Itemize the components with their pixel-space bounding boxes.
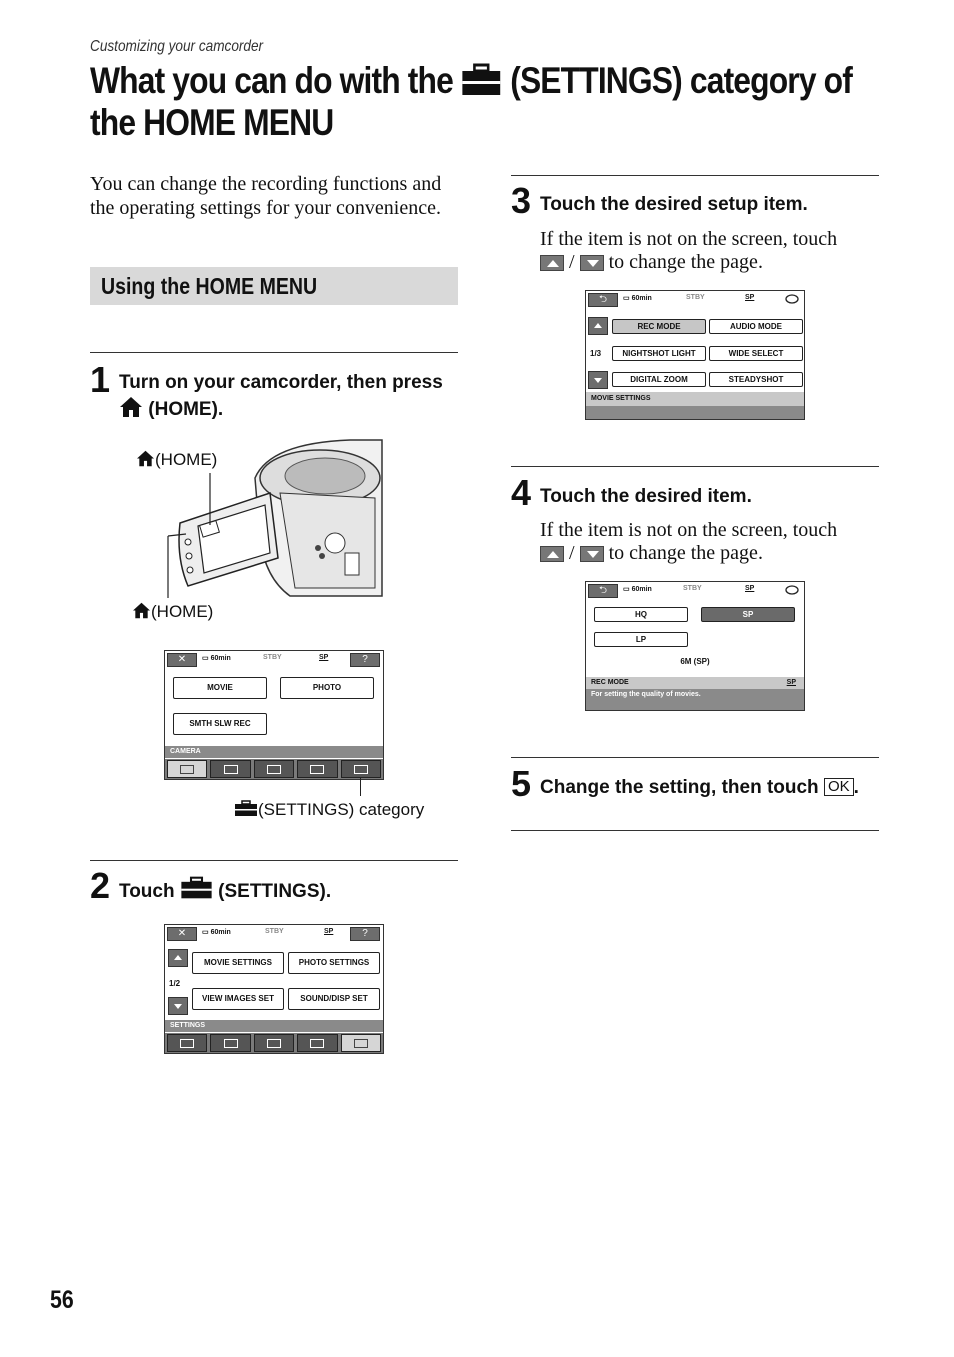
footer-bar [586,406,804,419]
running-header: Customizing your camcorder [90,38,264,55]
page-title [90,60,852,144]
page-down-button[interactable] [588,371,608,389]
movie-settings-option[interactable]: MOVIE SETTINGS [192,952,284,974]
nightshot-light-option[interactable]: NIGHTSHOT LIGHT [612,346,706,361]
step3-heading: Touch the desired setup item. [540,194,808,215]
movie-option[interactable]: MOVIE [173,677,267,699]
category-label: CAMERA [165,746,383,758]
step1-number: 1 [90,359,111,400]
movie-settings-screen [585,290,805,420]
step4-number: 4 [511,472,532,513]
home-icon [132,602,151,619]
home-icon [136,450,155,467]
step3-divider [511,175,879,176]
photo-settings-option[interactable]: PHOTO SETTINGS [288,952,380,974]
camera-tab[interactable] [167,760,207,778]
back-button[interactable]: ⮌ [588,584,618,598]
page-number: 56 [50,1286,74,1314]
step1-instruction [119,370,464,423]
disc-icon [310,1039,324,1048]
rec-mode-indicator: SP [745,294,755,301]
rec-mode-indicator: SP [319,654,329,661]
toolbox-icon [354,1039,368,1048]
step5-bottom-divider [511,830,879,831]
page-down-icon [580,546,604,562]
title-line-2: the HOME MENU [90,102,334,143]
grid-icon [267,765,281,774]
title-line-1 [90,60,852,102]
step1-line2: (HOME). [119,396,464,423]
sound-disp-set-option[interactable]: SOUND/DISP SET [288,988,380,1010]
steadyshot-option[interactable]: STEADYSHOT [709,372,803,387]
toolbox-icon [354,765,368,774]
category-label: SETTINGS [165,1020,383,1032]
battery-status: ▭ 60min [623,295,652,302]
category-mode-indicator: SP [786,679,796,686]
manage-media-tab[interactable] [297,760,337,778]
toolbox-icon [180,876,213,900]
settings-menu-screen [164,924,384,1054]
category-tabs [165,759,383,779]
page-down-icon [580,255,604,271]
step1-divider [90,352,458,353]
page-up-button[interactable] [168,949,188,967]
rec-mode-option[interactable]: REC MODE [612,319,706,334]
standby-status: STBY [263,654,282,661]
settings-category-label: (SETTINGS) category [234,800,424,820]
camera-tab[interactable] [167,1034,207,1052]
title-text-pre: What you can do with the [90,60,453,101]
toolbox-icon [461,63,502,97]
title-text-post: (SETTINGS) category of [510,60,852,101]
lp-option[interactable]: LP [594,632,688,647]
view-images-set-option[interactable]: VIEW IMAGES SET [192,988,284,1010]
sp-option[interactable]: SP [701,607,795,622]
back-button[interactable]: ⮌ [588,293,618,307]
camera-icon [180,1039,194,1048]
intro-paragraph: You can change the recording functions and the operating settings for your convenience. [90,173,442,219]
step4-body: If the item is not on the screen, touch / to change the page. [540,519,838,564]
settings-tab[interactable] [341,760,381,778]
standby-status: STBY [683,585,702,592]
home-icon [119,396,143,418]
step3-body: If the item is not on the screen, touch / to change the page. [540,228,838,273]
current-value: 6M (SP) [680,657,710,666]
page-up-icon [540,255,564,271]
help-button[interactable]: ? [350,653,380,667]
step1-line1: Turn on your camcorder, then press [119,372,443,393]
rec-mode-indicator: SP [745,585,755,592]
category-label: REC MODE SP [586,677,804,689]
step4-divider [511,466,879,467]
settings-tab[interactable] [341,1034,381,1052]
digital-zoom-option[interactable]: DIGITAL ZOOM [612,372,706,387]
step3-number: 3 [511,180,532,221]
description-bar: For setting the quality of movies. [586,689,804,710]
close-button[interactable]: ✕ [167,653,197,667]
settings-leader-line [360,778,361,796]
page-up-button[interactable] [588,317,608,335]
step4-heading: Touch the desired item. [540,486,752,507]
battery-status: ▭ 60min [202,929,231,936]
close-button[interactable]: ✕ [167,927,197,941]
step5-instruction: Change the setting, then touch OK . [540,777,859,798]
page-indicator: 1/3 [590,349,602,358]
view-images-tab[interactable] [210,1034,250,1052]
standby-status: STBY [265,928,284,935]
battery-status: ▭ 60min [202,655,231,662]
play-icon [224,1039,238,1048]
disc-icon [785,294,799,304]
manage-media-tab[interactable] [297,1034,337,1052]
category-label: MOVIE SETTINGS [586,392,804,406]
rec-mode-screen [585,581,805,711]
section-heading-text: Using the HOME MENU [101,273,318,299]
page-indicator: 1/2 [169,979,181,988]
wide-select-option[interactable]: WIDE SELECT [709,346,803,361]
play-icon [224,765,238,774]
other-tab[interactable] [254,760,294,778]
help-button[interactable]: ? [350,927,380,941]
ok-button-icon: OK [824,778,854,796]
photo-option[interactable]: PHOTO [280,677,374,699]
smooth-slow-rec-option[interactable]: SMTH SLW REC [173,713,267,735]
home-label-bottom: (HOME) [132,602,213,622]
step2-divider [90,860,458,861]
step2-instruction: Touch (SETTINGS). [119,876,464,905]
step2-number: 2 [90,865,111,906]
home-label-top: (HOME) [136,450,217,470]
grid-icon [267,1039,281,1048]
section-heading [90,267,458,305]
category-tabs [165,1033,383,1053]
other-tab[interactable] [254,1034,294,1052]
step5-number: 5 [511,763,532,804]
view-images-tab[interactable] [210,760,250,778]
rec-mode-indicator: SP [324,928,334,935]
camcorder-illustration [160,438,385,598]
page-up-icon [540,546,564,562]
hq-option[interactable]: HQ [594,607,688,622]
standby-status: STBY [686,294,705,301]
battery-status: ▭ 60min [623,586,652,593]
toolbox-icon [234,800,258,817]
home-menu-screen [164,650,384,780]
step5-divider [511,757,879,758]
page-down-button[interactable] [168,997,188,1015]
disc-icon [310,765,324,774]
audio-mode-option[interactable]: AUDIO MODE [709,319,803,334]
disc-icon [785,585,799,595]
camera-icon [180,765,194,774]
